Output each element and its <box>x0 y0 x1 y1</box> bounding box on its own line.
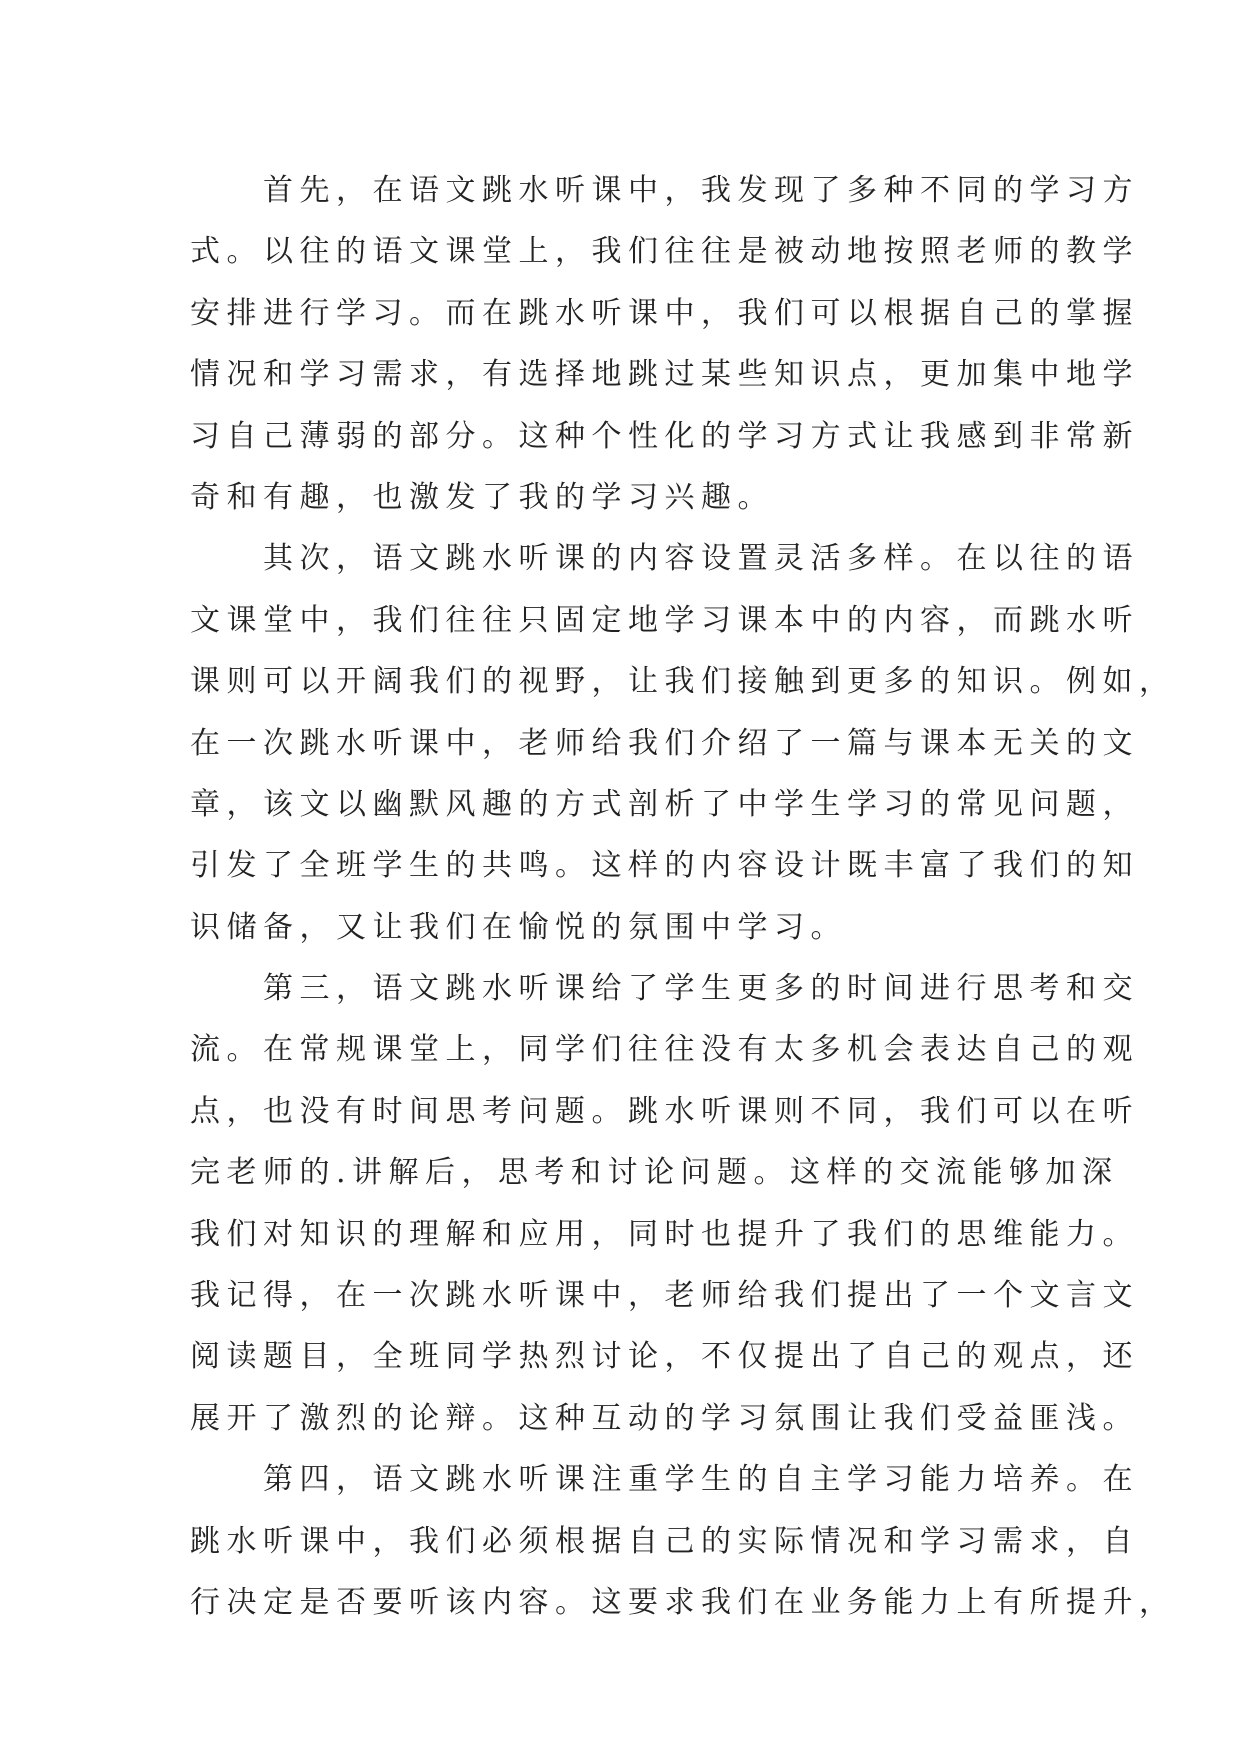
text-line: 引发了全班学生的共鸣。这样的内容设计既丰富了我们的知 <box>190 848 1139 884</box>
text-line: 其次，语文跳水听课的内容设置灵活多样。在以往的语 <box>190 541 1139 577</box>
text-line: 课则可以开阔我们的视野，让我们接触到更多的知识。例如， <box>190 664 1176 700</box>
text-line: 首先，在语文跳水听课中，我发现了多种不同的学习方 <box>190 173 1139 208</box>
text-line: 跳水听课中，我们必须根据自己的实际情况和学习需求，自 <box>190 1523 1139 1559</box>
text-line: 文课堂中，我们往往只固定地学习课本中的内容，而跳水听 <box>190 602 1139 638</box>
text-line: 章，该文以幽默风趣的方式剖析了中学生学习的常见问题， <box>190 786 1139 822</box>
text-line: 完老师的.讲解后，思考和讨论问题。这样的交流能够加深 <box>190 1155 1119 1191</box>
text-line: 行决定是否要听该内容。这要求我们在业务能力上有所提升， <box>190 1584 1176 1620</box>
text-line: 我们对知识的理解和应用，同时也提升了我们的思维能力。 <box>190 1216 1139 1252</box>
text-line: 奇和有趣，也激发了我的学习兴趣。 <box>190 479 774 515</box>
text-line: 第三，语文跳水听课给了学生更多的时间进行思考和交 <box>190 971 1139 1007</box>
text-line: 流。在常规课堂上，同学们往往没有太多机会表达自己的观 <box>190 1032 1139 1068</box>
text-line: 阅读题目，全班同学热烈讨论，不仅提出了自己的观点，还 <box>190 1339 1139 1375</box>
text-line: 习自己薄弱的部分。这种个性化的学习方式让我感到非常新 <box>190 418 1139 454</box>
text-line: 点，也没有时间思考问题。跳水听课则不同，我们可以在听 <box>190 1093 1139 1129</box>
paragraph-1 <box>190 160 1139 528</box>
text-line: 我记得，在一次跳水听课中，老师给我们提出了一个文言文 <box>190 1278 1139 1314</box>
text-line: 情况和学习需求，有选择地跳过某些知识点，更加集中地学 <box>190 357 1139 393</box>
paragraph-4 <box>190 1449 1176 1633</box>
text-line: 第四，语文跳水听课注重学生的自主学习能力培养。在 <box>190 1462 1139 1498</box>
document-body <box>190 160 1176 1633</box>
text-line: 式。以往的语文课堂上，我们往往是被动地按照老师的教学 <box>190 234 1139 270</box>
text-line: 识储备，又让我们在愉悦的氛围中学习。 <box>190 909 847 945</box>
text-line: 展开了激烈的论辩。这种互动的学习氛围让我们受益匪浅。 <box>190 1400 1139 1436</box>
paragraph-2 <box>190 528 1176 958</box>
text-line: 在一次跳水听课中，老师给我们介绍了一篇与课本无关的文 <box>190 725 1139 761</box>
paragraph-3 <box>190 958 1139 1449</box>
text-line: 安排进行学习。而在跳水听课中，我们可以根据自己的掌握 <box>190 295 1139 331</box>
